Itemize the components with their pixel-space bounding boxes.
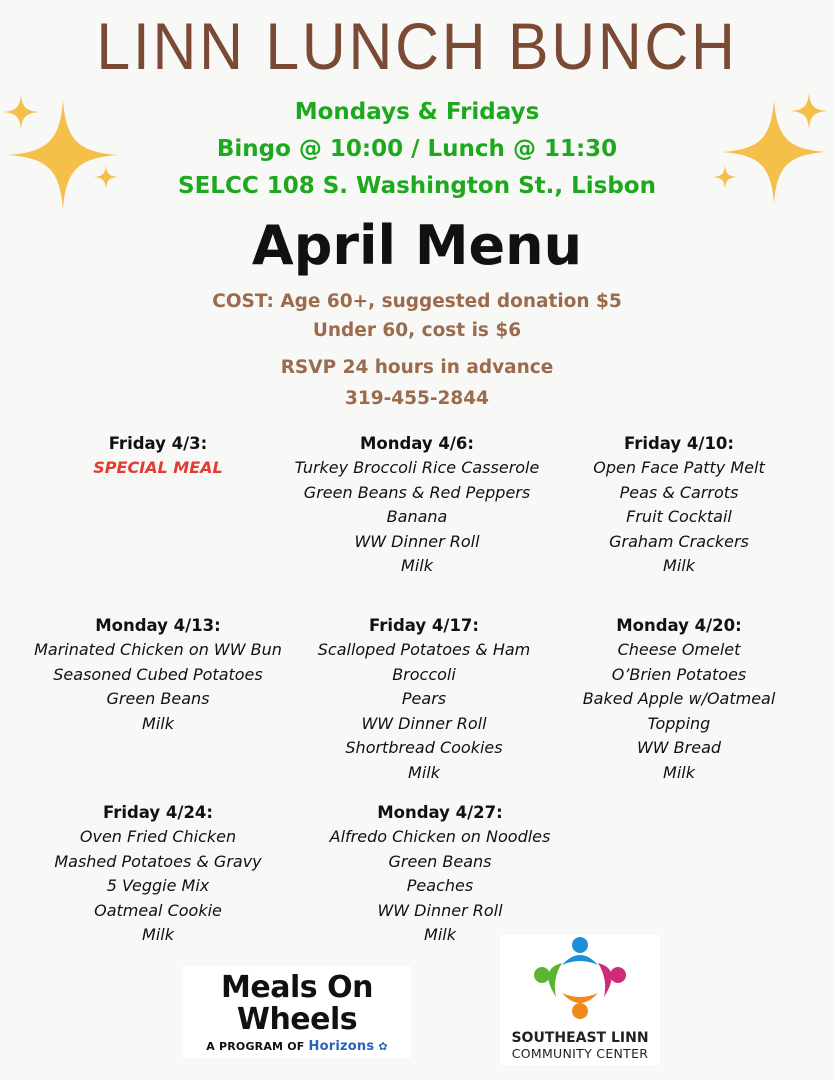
menu-item: Broccoli <box>392 664 456 684</box>
schedule-times: Bingo @ 10:00 / Lunch @ 11:30 <box>216 136 618 162</box>
menu-item: WW Dinner Roll <box>361 713 487 733</box>
menu-day-label: Friday 4/17: <box>368 616 479 635</box>
menu-day-label: Friday 4/3: <box>108 434 208 453</box>
menu-day-label: Friday 4/24: <box>102 803 213 822</box>
menu-headline: April Menu <box>251 214 583 277</box>
menu-item: Cheese Omelet <box>617 640 741 659</box>
menu-item: Pears <box>401 689 447 709</box>
selcc-name-line-1: SOUTHEAST LINN <box>511 1030 649 1046</box>
menu-item: Milk <box>408 762 440 782</box>
menu-item: Banana <box>386 507 448 527</box>
menu-day-friday-4-24 <box>38 801 278 948</box>
cost-line-1: COST: Age 60+, suggested donation $5 <box>212 291 622 312</box>
menu-item: Open Face Patty Melt <box>593 458 765 477</box>
cost-line-2: Under 60, cost is $6 <box>312 320 522 341</box>
menu-item: Marinated Chicken on WW Bun <box>34 640 282 659</box>
special-meal-label: SPECIAL MEAL <box>93 458 223 477</box>
menu-item: Milk <box>142 925 174 945</box>
menu-item: Peaches <box>406 876 474 896</box>
menu-day-label: Monday 4/13: <box>95 616 221 635</box>
menu-day-friday-4-3 <box>58 432 258 481</box>
selcc-logo <box>500 935 660 1065</box>
menu-day-monday-4-13 <box>18 614 298 736</box>
menu-item: Topping <box>647 713 711 733</box>
mow-tagline-prefix: A PROGRAM OF <box>206 1040 305 1053</box>
menu-day-label: Monday 4/6: <box>359 434 475 453</box>
menu-item: Scalloped Potatoes & Ham <box>317 640 531 659</box>
menu-item: Seasoned Cubed Potatoes <box>53 664 263 684</box>
menu-item: Milk <box>142 713 174 733</box>
menu-day-label: Monday 4/27: <box>377 803 503 822</box>
menu-item: Fruit Cocktail <box>626 507 732 527</box>
menu-item: Turkey Broccoli Rice Casserole <box>294 458 540 477</box>
menu-item: Milk <box>401 556 433 576</box>
menu-item: Shortbread Cookies <box>345 738 503 758</box>
meals-on-wheels-logo <box>183 966 411 1058</box>
menu-item: Peas & Carrots <box>619 482 739 502</box>
page-title: LINN LUNCH BUNCH <box>96 9 738 83</box>
cost-block <box>0 287 834 345</box>
menu-item: Graham Crackers <box>609 531 749 551</box>
menu-item: Milk <box>663 556 695 576</box>
location-text: SELCC 108 S. Washington St., Lisbon <box>178 173 656 199</box>
menu-day-monday-4-6 <box>274 432 560 579</box>
menu-item: Mashed Potatoes & Gravy <box>54 851 262 871</box>
menu-item: WW Dinner Roll <box>377 900 503 920</box>
menu-day-friday-4-10 <box>570 432 788 579</box>
horizons-brand: Horizons <box>308 1039 375 1054</box>
menu-item: Milk <box>424 925 456 945</box>
menu-item: O’Brien Potatoes <box>611 664 747 684</box>
mow-logo-line-2: Wheels <box>236 1002 358 1037</box>
rsvp-line: RSVP 24 hours in advance <box>280 357 554 378</box>
mow-tagline <box>183 1039 411 1054</box>
community-people-icon <box>500 935 660 1027</box>
menu-item: Alfredo Chicken on Noodles <box>329 827 551 846</box>
menu-item: Green Beans & Red Peppers <box>303 482 531 502</box>
mow-logo-line-1: Meals On <box>221 970 373 1005</box>
menu-day-label: Monday 4/20: <box>616 616 742 635</box>
menu-item: Milk <box>663 762 695 782</box>
menu-day-label: Friday 4/10: <box>623 434 734 453</box>
rsvp-block <box>0 352 834 414</box>
menu-item: Baked Apple w/Oatmeal <box>582 689 776 709</box>
menu-day-friday-4-17 <box>298 614 550 786</box>
menu-item: Oatmeal Cookie <box>94 900 222 920</box>
menu-item: Oven Fried Chicken <box>79 827 237 846</box>
schedule-block <box>0 94 834 205</box>
horizons-flower-icon: ✿ <box>378 1040 388 1053</box>
menu-item: WW Bread <box>636 738 722 758</box>
schedule-days: Mondays & Fridays <box>294 99 540 125</box>
menu-day-monday-4-20 <box>564 614 794 786</box>
rsvp-phone: 319-455-2844 <box>344 388 490 409</box>
selcc-name-line-2: COMMUNITY CENTER <box>511 1046 649 1061</box>
menu-item: Green Beans <box>106 689 210 709</box>
menu-item: Green Beans <box>388 851 492 871</box>
menu-day-monday-4-27 <box>310 801 570 948</box>
menu-item: WW Dinner Roll <box>354 531 480 551</box>
menu-item: 5 Veggie Mix <box>106 876 210 896</box>
